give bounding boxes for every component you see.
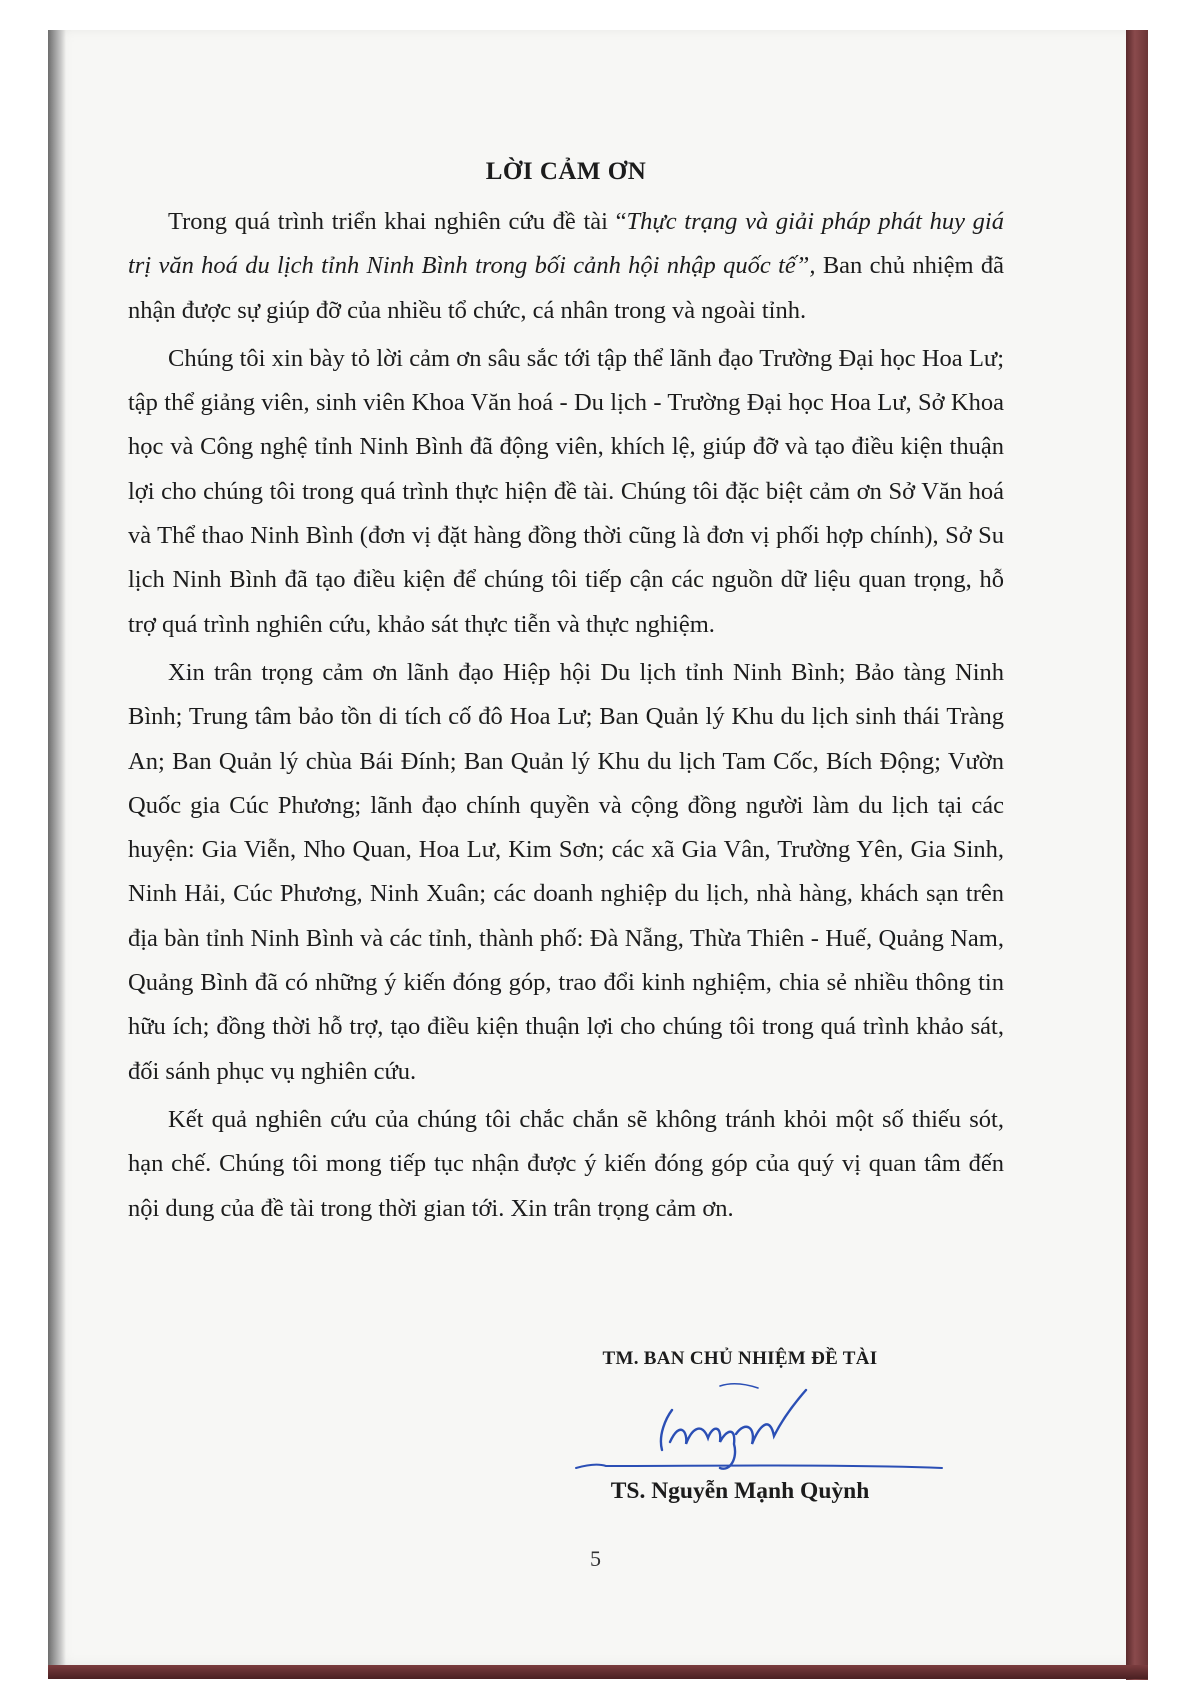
project-title-italic: Thực trạng và giải pháp phát huy giá trị văn hoá du lịch tỉnh Ninh Bình trong bối cảnh hội nhập quốc tế”, [128, 208, 1004, 280]
paragraph-1 [128, 200, 1004, 333]
page-number: 5 [590, 1546, 601, 1571]
paragraph-3: Xin trân trọng cảm ơn lãnh đạo Hiệp hội Du lịch tỉnh Ninh Bình; Bảo tàng Ninh Bình; Trung tâm bảo tồn di tích cố đô Hoa Lư; Ban Quản lý Khu du lịch sinh thái Tràng An; Ban Quản lý chùa Bái Đính; Ban Quản lý Khu du lịch Tam Cốc, Bích Động; Vườn Quốc gia Cúc Phương; lãnh đạo chính quyền và cộng đồng người làm du lịch tại các huyện: Gia Viễn, Nho Quan, Hoa Lư, Kim Sơn; các xã Gia Vân, Trường Yên, Gia Sinh, Ninh Hải, Cúc Phương, Ninh Xuân; các doanh nghiệp du lịch, nhà hàng, khách sạn trên địa bàn tỉnh Ninh Bình và các tỉnh, thành phố: Đà Nẵng, Thừa Thiên - Huế, Quảng Nam, Quảng Bình đã có những ý kiến đóng góp, trao đổi kinh nghiệm, chia sẻ nhiều thông tin hữu ích; đồng thời hỗ trợ, tạo điều kiện thuận lợi cho chúng tôi trong quá trình khảo sát, đối sánh phục vụ nghiên cứu. [128, 658, 1004, 1085]
book-cover-edge-right [1126, 30, 1148, 1680]
signatory-name: TS. Nguyễn Mạnh Quỳnh [610, 1478, 870, 1504]
document-body [128, 148, 1004, 1235]
book-binding-shadow [48, 30, 66, 1665]
paragraph-2: Chúng tôi xin bày tỏ lời cảm ơn sâu sắc tới tập thể lãnh đạo Trường Đại học Hoa Lư; tập thể giảng viên, sinh viên Khoa Văn hoá - Du lịch - Trường Đại học Hoa Lư, Sở Khoa học và Công nghệ tỉnh Ninh Bình đã động viên, khích lệ, giúp đỡ và tạo điều kiện thuận lợi cho chúng tôi trong quá trình thực hiện đề tài. Chúng tôi đặc biệt cảm ơn Sở Văn hoá và Thể thao Ninh Bình (đơn vị đặt hàng đồng thời cũng là đơn vị phối hợp chính), Sở Su lịch Ninh Bình đã tạo điều kiện để chúng tôi tiếp cận các nguồn dữ liệu quan trọng, hỗ trợ quá trình nghiên cứu, khảo sát thực tiễn và thực nghiệm. [128, 344, 1004, 638]
handwritten-signature [570, 1380, 950, 1475]
paragraph-4: Kết quả nghiên cứu của chúng tôi chắc chắn sẽ không tránh khỏi một số thiếu sót, hạn chế. Chúng tôi mong tiếp tục nhận được ý kiến đóng góp của quý vị quan tâm đến nội dung của đề tài trong thời gian tới. Xin trân trọng cảm ơn. [128, 1105, 1004, 1222]
paragraph-1-intro: Trong quá trình triển khai nghiên cứu đề tài “ [168, 208, 627, 235]
signature-role: TM. BAN CHỦ NHIỆM ĐỀ TÀI [602, 1348, 878, 1369]
page-title: LỜI CẢM ƠN [485, 158, 647, 185]
paragraph-1-rest: Ban chủ nhiệm đã nhận được sự giúp đỡ của nhiều tổ chức, cá nhân trong và ngoài tỉnh. [128, 252, 1004, 324]
book-cover-edge-bottom [48, 1665, 1148, 1679]
